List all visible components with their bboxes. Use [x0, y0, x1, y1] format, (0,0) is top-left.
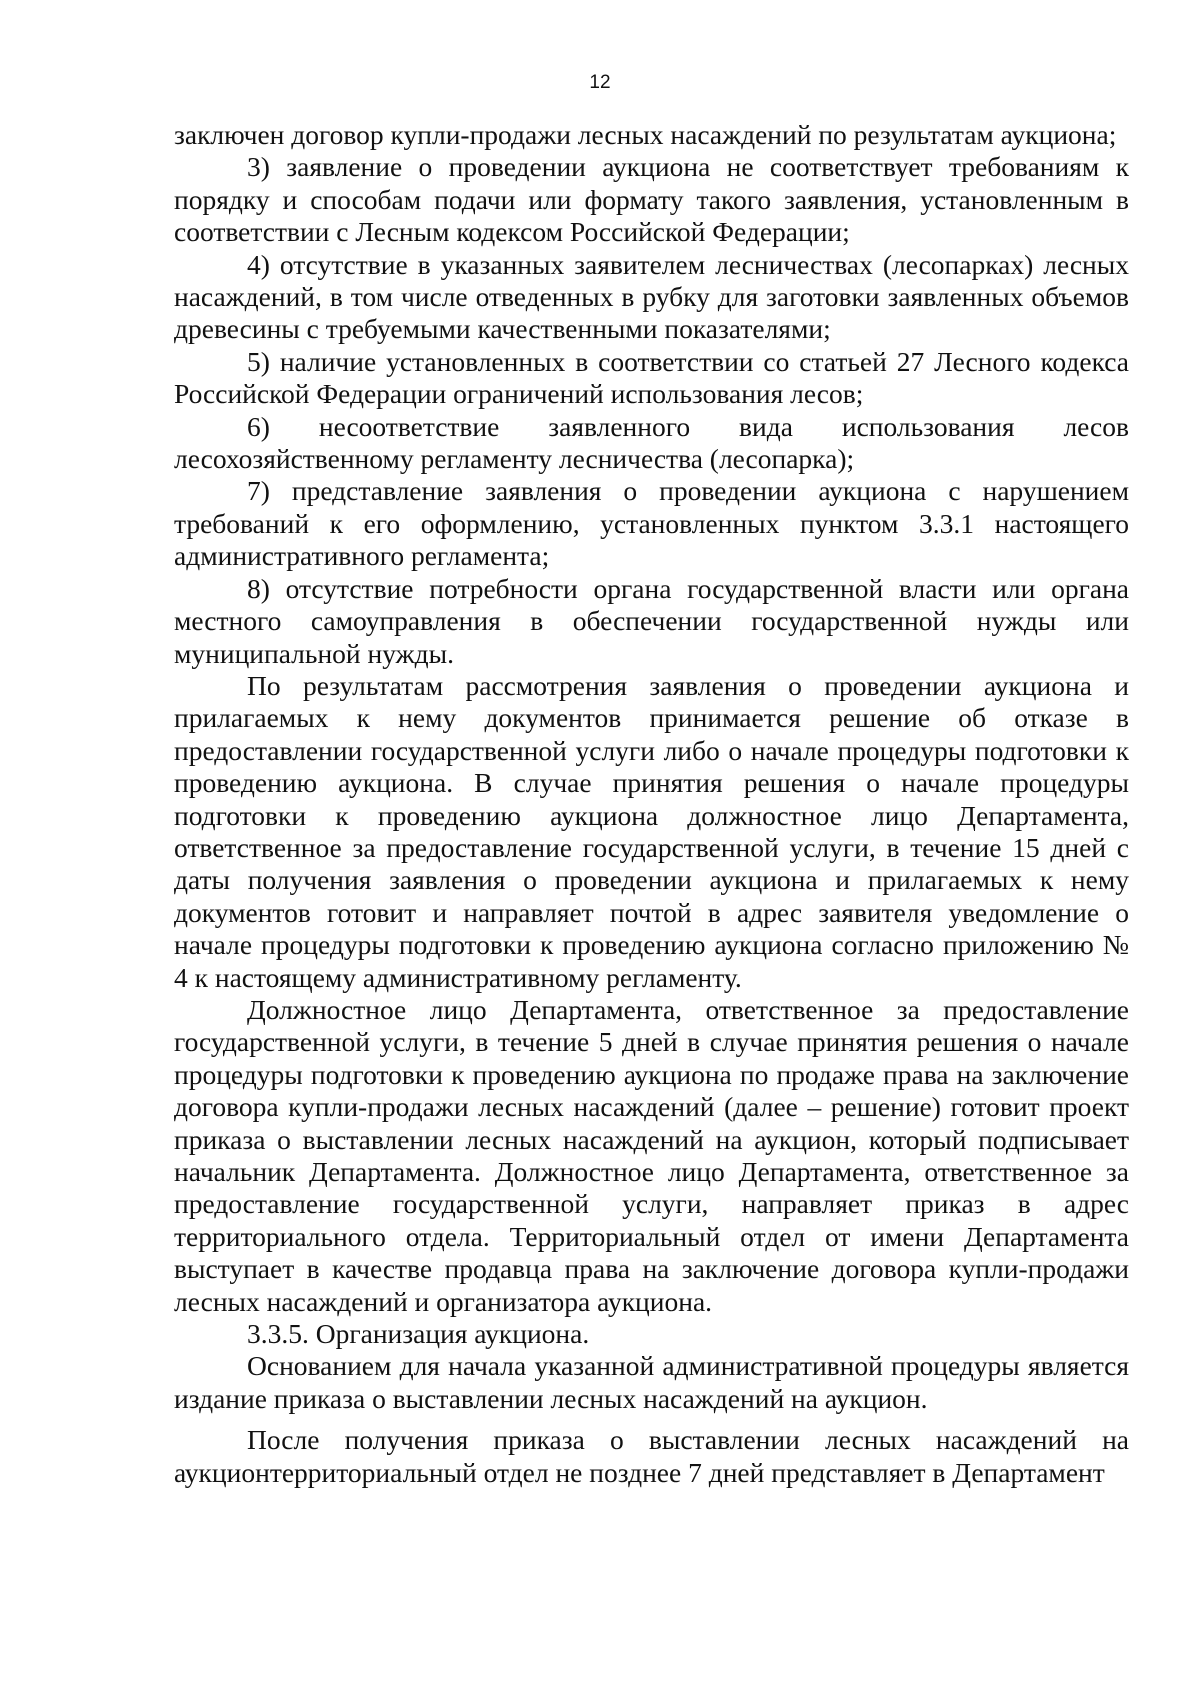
paragraph-item-5: 5) наличие установленных в соответствии со статьей 27 Лесного кодекса Российской Федерации ограничений использования лесов; — [174, 345, 1129, 410]
paragraph-item-4: 4) отсутствие в указанных заявителем лесничествах (лесопарках) лесных насаждений, в том числе отведенных в рубку для заготовки заявленных объемов древесины с требуемыми качественными показателями; — [174, 248, 1129, 345]
page-number: 12 — [589, 72, 611, 93]
paragraph-review-results: По результатам рассмотрения заявления о проведении аукциона и прилагаемых к нему документов принимается решение об отказе в предоставлении государственной услуги либо о начале процедуры подготовки к проведению аукциона. В случае принятия решения о начале процедуры подготовки к проведению аукциона должностное лицо Департамента, ответственное за предоставление государственной услуги, в течение 15 дней с даты получения заявления о проведении аукциона и прилагаемых к нему документов готовит и направляет почтой в адрес заявителя уведомление о начале процедуры подготовки к проведению аукциона согласно приложению № 4 к настоящему административному регламенту. — [174, 669, 1129, 993]
paragraph-after-order: После получения приказа о выставлении лесных насаждений на аукционтерриториальный отдел не позднее 7 дней представляет в Департамент — [174, 1424, 1129, 1488]
paragraph-item-8: 8) отсутствие потребности органа государственной власти или органа местного самоуправления в обеспечении государственной нужды или муниципальной нужды. — [174, 572, 1129, 669]
section-heading-3-3-5: 3.3.5. Организация аукциона. — [247, 1318, 590, 1350]
paragraph-basis: Основанием для начала указанной административной процедуры является издание приказа о выставлении лесных насаждений на аукцион. — [174, 1350, 1129, 1414]
paragraph-continued-clause: заключен договор купли-продажи лесных насаждений по результатам аукциона; — [174, 119, 1117, 150]
paragraph-official-order: Должностное лицо Департамента, ответственное за предоставление государственной услуги, в течение 5 дней в случае принятия решения о начале процедуры подготовки к проведению аукциона по продаже права на заключение договора купли-продажи лесных насаждений (далее – решение) готовит проект приказа о выставлении лесных насаждений на аукцион, который подписывает начальник Департамента. Должностное лицо Департамента, ответственное за предоставление государственной услуги, направляет приказ в адрес территориального отдела. Территориальный отдел от имени Департамента выступает в качестве продавца права на заключение договора купли-продажи лесных насаждений и организатора аукциона. — [174, 993, 1129, 1317]
paragraph-item-7: 7) представление заявления о проведении аукциона с нарушением требований к его оформлению, установленных пунктом 3.3.1 настоящего административного регламента; — [174, 475, 1129, 572]
paragraph-item-3: 3) заявление о проведении аукциона не соответствует требованиям к порядку и способам подачи или формату такого заявления, установленным в соответствии с Лесным кодексом Российской Федерации; — [174, 151, 1129, 248]
paragraph-item-6: 6) несоответствие заявленного вида использования лесов лесохозяйственному регламенту лесничества (лесопарка); — [174, 410, 1129, 475]
document-body — [174, 119, 1129, 1489]
